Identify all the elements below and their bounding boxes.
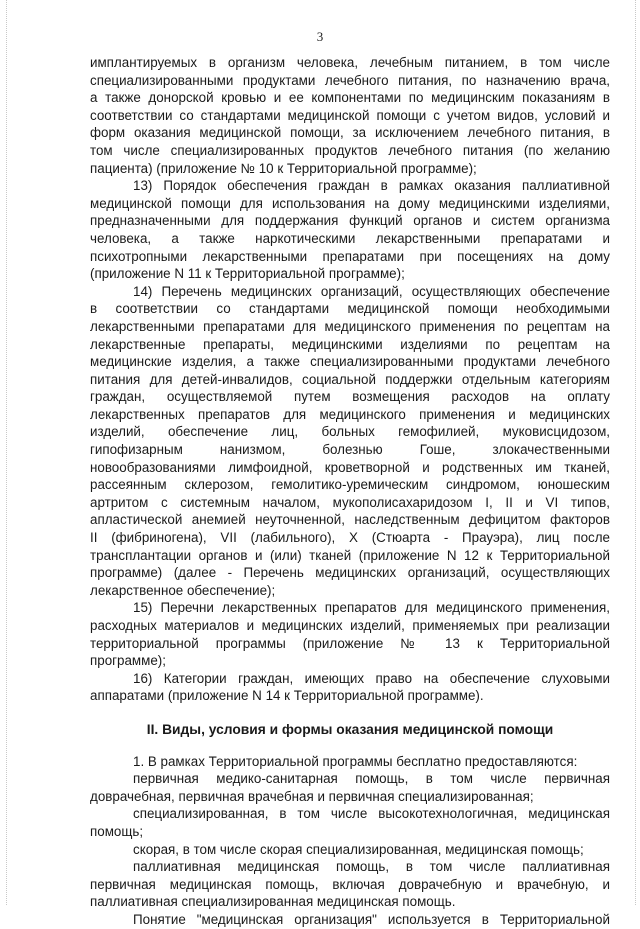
paragraph-14 xyxy=(90,283,610,600)
paragraph-16 xyxy=(90,670,610,705)
section-paragraph-1 xyxy=(90,753,610,771)
paragraph-continuation xyxy=(90,54,610,177)
text-line: Понятие "медицинская организация" используется в Территориальной xyxy=(133,911,610,927)
paragraph-15 xyxy=(90,599,610,669)
text-line: территориальной программы (приложение № 13 к Территориальной xyxy=(90,635,610,651)
text-line: медицинской помощи для использования на дому медицинскими изделиями, xyxy=(90,195,610,211)
text-line: 14) Перечень медицинских организаций, осуществляющих обеспечение xyxy=(133,283,610,299)
text-line: специализированная, в том числе высокотехнологичная, медицинская xyxy=(133,806,610,822)
text-line: 13) Порядок обеспечения граждан в рамках оказания паллиативной xyxy=(133,178,610,194)
text-line: лекарственные препараты, медицинскими изделиями по рецептам на xyxy=(90,336,610,352)
text-line: расходных материалов и медицинских изделий, применяемых при реализации xyxy=(90,618,610,633)
section-paragraph-2 xyxy=(90,770,610,805)
text-line: доврачебная, первичная врачебная и первичная специализированная; xyxy=(90,788,534,804)
text-line: лекарственными препаратами для медицинского применения по рецептам на xyxy=(90,318,610,334)
section-paragraph-6 xyxy=(90,911,610,929)
text-line: трансплантации органов и (или) тканей (приложение N 12 к Территориальной xyxy=(90,547,610,563)
text-line: медицинские изделия, а также специализированными продуктами лечебного xyxy=(90,354,610,370)
text-line: том числе специализированных продуктов лечебного питания (по желанию xyxy=(90,142,610,158)
text-line: лекарственных препаратов для медицинского применения и медицинских xyxy=(90,406,610,422)
section-paragraph-4 xyxy=(90,841,610,859)
text-line: 15) Перечни лекарственных препаратов для медицинского применения, xyxy=(133,600,610,616)
text-line: помощь; xyxy=(90,823,144,839)
text-line: человека, а также наркотическими лекарственными препаратами и xyxy=(90,230,610,246)
text-line: паллиативная медицинская помощь, в том числе паллиативная xyxy=(133,859,610,875)
text-line: а также донорской кровью и ее компонентами по медицинским показаниям в xyxy=(90,90,610,106)
text-line: программе) (далее - Перечень медицинских организаций, осуществляющих xyxy=(90,565,610,581)
text-line: изделий, обеспечение лиц, больных гемофилией, муковисцидозом, xyxy=(90,424,610,440)
text-line: форм оказания медицинской помощи, за исключением лечебного питания, в xyxy=(90,125,610,141)
text-line: программе); xyxy=(90,653,166,669)
text-line: артритом с системным началом, мукополисахаридозом I, II и VI типов, xyxy=(90,494,610,510)
text-line: в соответствии со стандартами медицинской помощи необходимыми xyxy=(90,301,610,317)
scan-edge-right xyxy=(635,0,637,905)
text-line: граждан, осуществляемой путем возмещения расходов на оплату xyxy=(90,389,610,405)
text-line: соответствии со стандартами медицинской помощи с учетом видов, условий и xyxy=(90,107,610,123)
section-paragraph-5 xyxy=(90,858,610,911)
text-line: рассеянным склерозом, гемолитико-уремическим синдромом, юношеским xyxy=(90,477,610,493)
text-line: 16) Категории граждан, имеющих право на обеспечение слуховыми xyxy=(133,670,610,686)
text-line: паллиативная специализированная медицинская помощь. xyxy=(90,894,456,910)
text-line: аппаратами (приложение N 14 к Территориальной программе). xyxy=(90,688,484,704)
text-line: апластической анемией неуточненной, наследственным дефицитом факторов xyxy=(90,512,610,528)
text-line: первичная медицинская помощь, включая доврачебную и врачебную, и xyxy=(90,876,610,892)
section-paragraph-3 xyxy=(90,805,610,840)
text-line: гипофизарным нанизмом, болезнью Гоше, злокачественными xyxy=(90,442,610,458)
text-line: предназначенными для поддержания функций органов и систем организма xyxy=(90,213,610,229)
text-line: специализированными продуктами лечебного питания, по назначению врача, xyxy=(90,72,610,88)
text-line: имплантируемых в организм человека, лечебным питанием, в том числе xyxy=(90,55,610,70)
text-line: питания для детей-инвалидов, социальной поддержки отдельным категориям xyxy=(90,371,610,387)
text-line: психотропными лекарственными препаратами при посещениях на дому xyxy=(90,248,610,264)
text-line: скорая, в том числе скорая специализированная, медицинская помощь; xyxy=(133,841,584,857)
page-number: 3 xyxy=(316,29,324,44)
text-line: II (фибриногена), VII (лабильного), X (Стюарта - Прауэра), лиц после xyxy=(90,530,610,546)
text-line: первичная медико-санитарная помощь, в том числе первичная xyxy=(133,771,610,787)
section-heading: II. Виды, условия и формы оказания медицинской помощи xyxy=(146,721,554,737)
scan-edge-left xyxy=(6,0,8,905)
text-line: лекарственное обеспечение); xyxy=(90,582,276,598)
text-line: новообразованиями лимфоидной, кроветворной и родственных им тканей, xyxy=(90,459,610,475)
text-line: 1. В рамках Территориальной программы бесплатно предоставляются: xyxy=(133,753,578,769)
paragraph-13 xyxy=(90,177,610,283)
text-line: (приложение N 11 к Территориальной программе); xyxy=(90,266,405,282)
text-line: пациента) (приложение № 10 к Территориальной программе); xyxy=(90,160,477,176)
document-body xyxy=(90,54,610,929)
